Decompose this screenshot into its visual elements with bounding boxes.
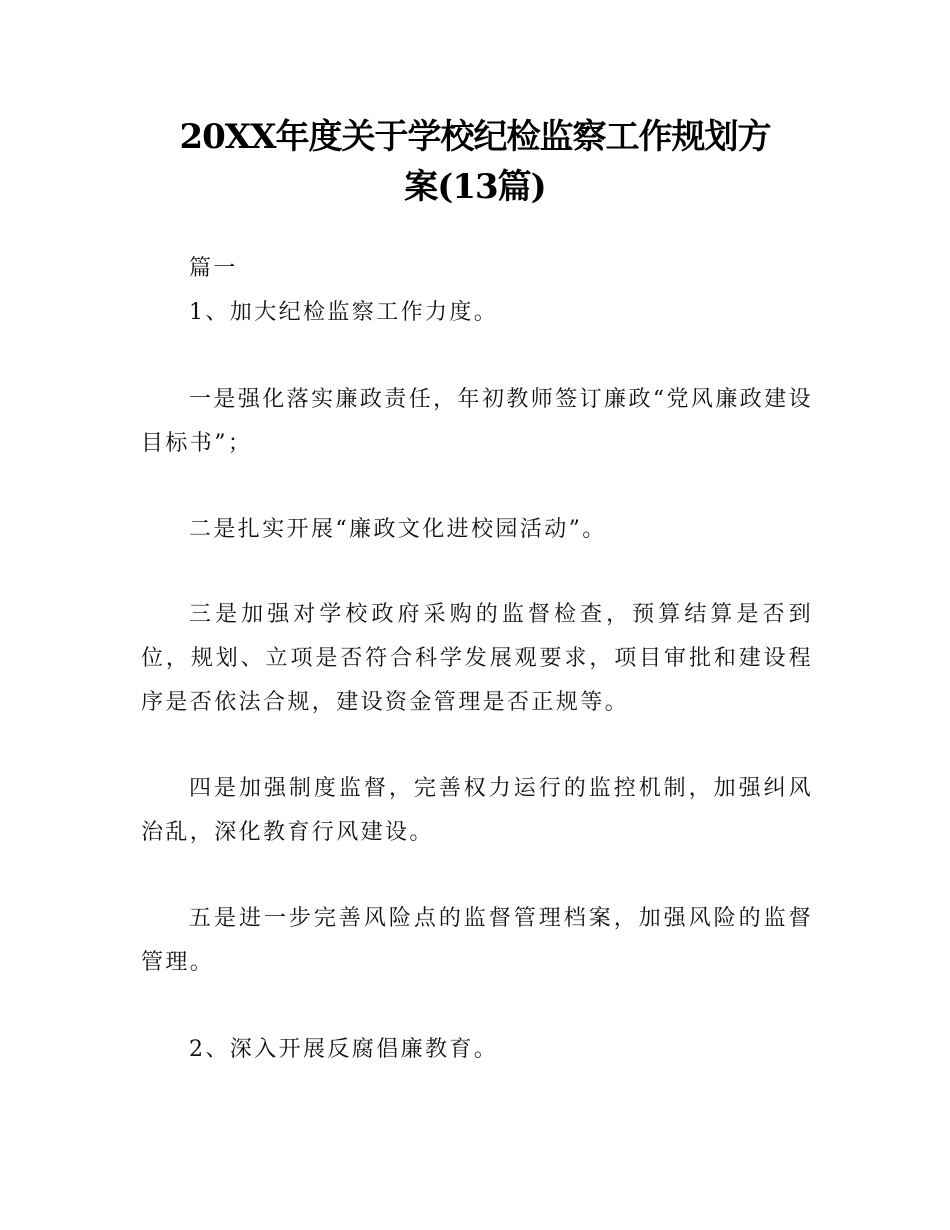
document-title: [150, 112, 800, 212]
document-title-line-2: 案(13篇): [404, 167, 546, 207]
section-label: 篇一: [189, 256, 238, 281]
item-heading-1: 1、加大纪检监察工作力度。: [189, 300, 499, 325]
paragraph-1: 一是强化落实廉政责任，年初教师签订廉政“党风廉政建设目标书”；: [141, 387, 813, 456]
paragraph-3: 三是加强对学校政府采购的监督检查，预算结算是否到位，规划、立项是否符合科学发展观要求，项目审批和建设程序是否依法合规，建设资金管理是否正规等。: [141, 602, 813, 715]
paragraph-5: 五是进一步完善风险点的监督管理档案，加强风险的监督管理。: [141, 906, 813, 975]
document-title-line-1: 20XX年度关于学校纪检监察工作规划方: [179, 117, 771, 157]
item-heading-2: 2、深入开展反腐倡廉教育。: [189, 1037, 499, 1062]
paragraph-4: 四是加强制度监督，完善权力运行的监控机制，加强纠风治乱，深化教育行风建设。: [141, 776, 813, 845]
paragraph-2: 二是扎实开展“廉政文化进校园活动”。: [189, 517, 607, 542]
